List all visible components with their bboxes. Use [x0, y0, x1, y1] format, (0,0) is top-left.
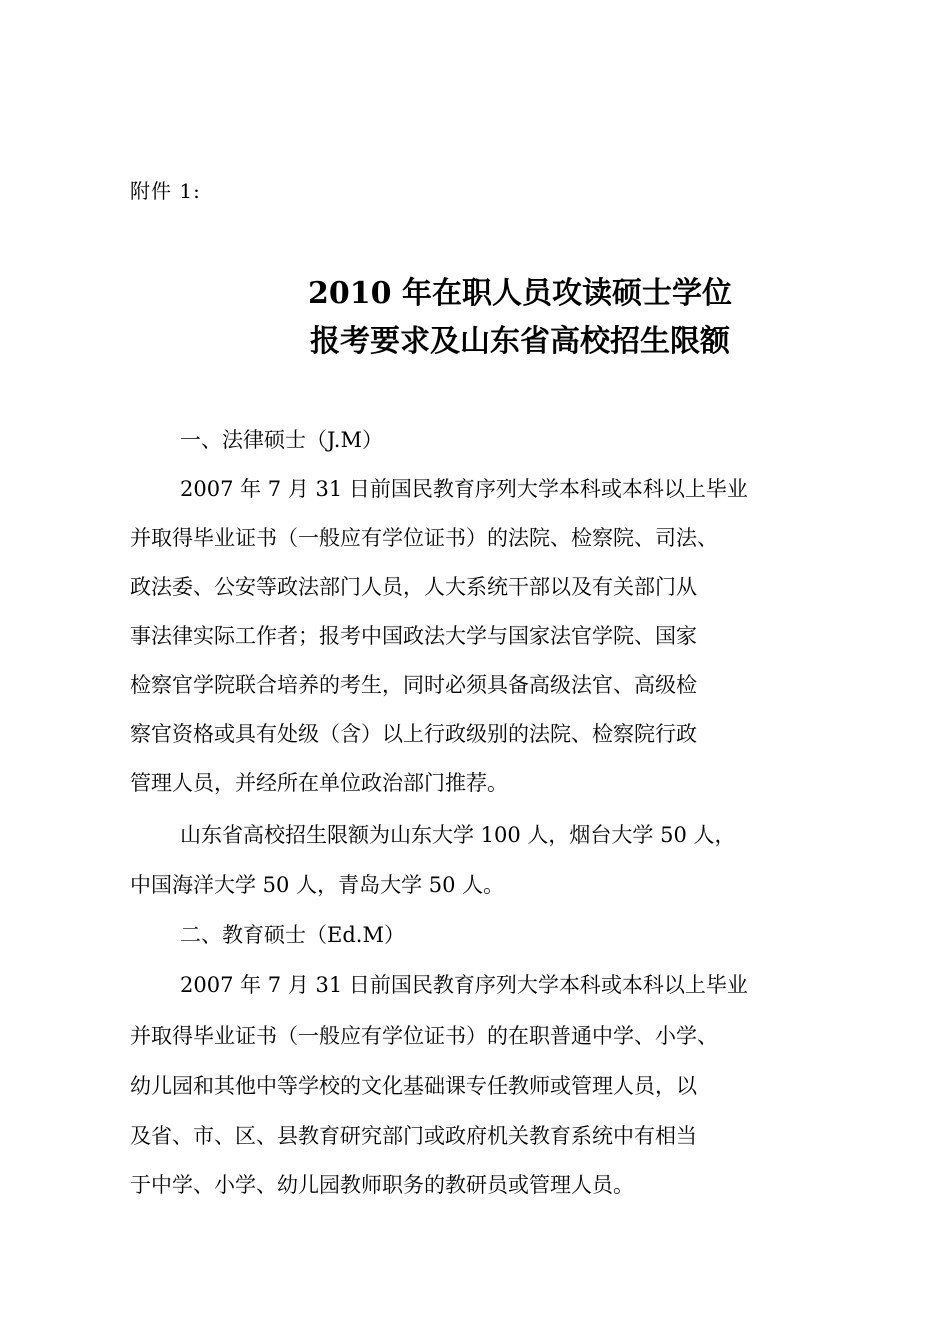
attachment-label: 附件 1: — [130, 179, 201, 203]
education-requirement-line: 幼儿园和其他中等学校的文化基础课专任教师或管理人员，以 — [130, 1074, 697, 1098]
law-requirement-line: 并取得毕业证书（一般应有学位证书）的法院、检察院、司法、 — [130, 526, 718, 550]
law-requirement-line: 事法律实际工作者；报考中国政法大学与国家法官学院、国家 — [130, 624, 697, 648]
law-quota-line: 山东省高校招生限额为山东大学 100 人，烟台大学 50 人， — [180, 823, 736, 847]
law-quota-line: 中国海洋大学 50 人，青岛大学 50 人。 — [130, 873, 505, 897]
document-title-line-2: 报考要求及山东省高校招生限额 — [310, 324, 730, 359]
document-title-line-1: 2010 年在职人员攻读硕士学位 — [308, 276, 732, 311]
law-requirement-line: 政法委、公安等政法部门人员，人大系统干部以及有关部门从 — [130, 575, 697, 599]
education-requirement-line: 2007 年 7 月 31 日前国民教育序列大学本科或本科以上毕业 — [180, 973, 748, 997]
law-requirement-line: 检察官学院联合培养的考生，同时必须具备高级法官、高级检 — [130, 673, 697, 697]
law-requirement-line: 察官资格或具有处级（含）以上行政级别的法院、检察院行政 — [130, 722, 697, 746]
education-requirement-line: 及省、市、区、县教育研究部门或政府机关教育系统中有相当 — [130, 1124, 697, 1148]
section-heading-education: 二、教育硕士（Ed.M） — [180, 923, 405, 947]
education-requirement-line: 并取得毕业证书（一般应有学位证书）的在职普通中学、小学、 — [130, 1024, 718, 1048]
law-requirement-line: 管理人员，并经所在单位政治部门推荐。 — [130, 771, 508, 795]
law-requirement-line: 2007 年 7 月 31 日前国民教育序列大学本科或本科以上毕业 — [180, 477, 748, 501]
education-requirement-line: 于中学、小学、幼儿园教师职务的教研员或管理人员。 — [130, 1173, 634, 1197]
section-heading-law: 一、法律硕士（J.M） — [180, 428, 383, 452]
